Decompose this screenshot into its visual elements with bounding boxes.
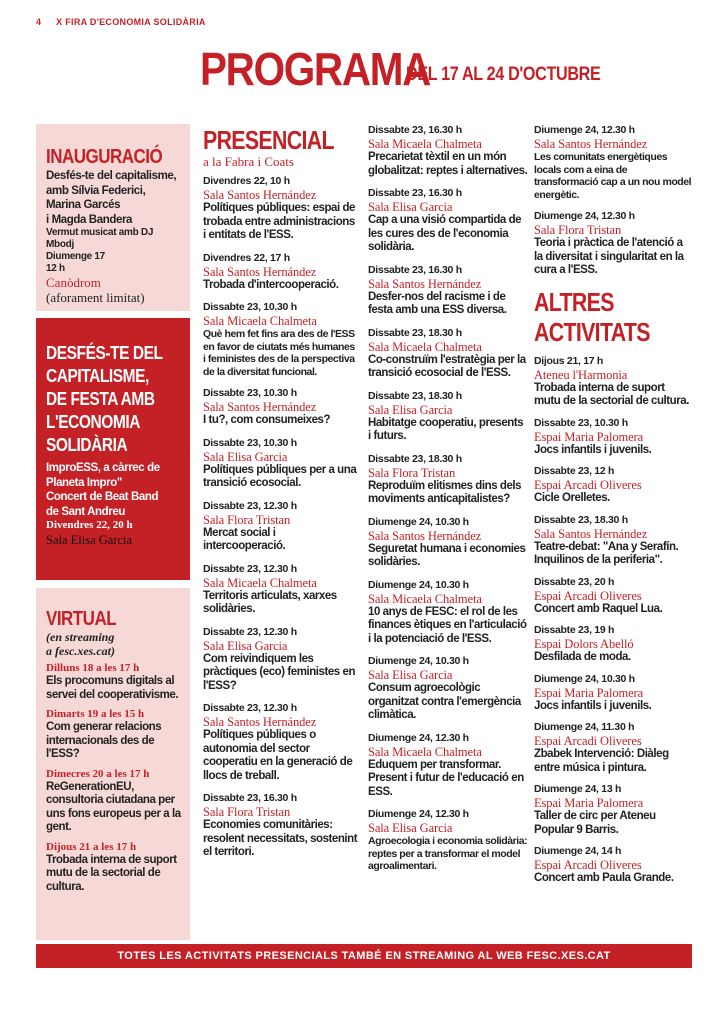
altres-item — [534, 417, 692, 458]
event-title: Teatre-debat: "Ana y Serafín. Inquilinos de la periferia". — [534, 540, 679, 566]
festa-title-line: DESFÉS-TE DEL — [46, 343, 163, 363]
event-date: Diumenge 24, 10.30 h — [368, 655, 469, 667]
presencial-title: PRESENCIAL — [203, 125, 334, 155]
event-date: Diumenge 24, 14 h — [534, 845, 622, 857]
event-date: Diumenge 24, 12.30 h — [368, 808, 469, 820]
event-date: Dissabte 23, 19 h — [534, 624, 615, 636]
altres-item — [534, 355, 692, 409]
inauguracio-title: INAUGURACIÓ — [46, 146, 163, 168]
event-venue: Sala Elisa Garcia — [368, 200, 453, 214]
altres-item — [534, 673, 692, 714]
event-venue: Sala Elisa Garcia — [203, 449, 288, 464]
event-venue: Espai Arcadi Oliveres — [534, 734, 642, 748]
event-title: Concert amb Paula Grande. — [534, 872, 674, 884]
event-item — [368, 655, 528, 723]
event-date: Dissabte 23, 12.30 h — [203, 499, 297, 512]
event-date: Dissabte 23, 18.30 h — [368, 389, 462, 402]
event-date: Divendres 22, 17 h — [203, 251, 290, 264]
event-title: Trobada interna de suport mutu de la sectorial de cultura. — [534, 381, 689, 407]
festa-desc-line: Planeta Impro" — [46, 476, 122, 489]
altres-item — [534, 624, 692, 665]
event-item — [368, 579, 528, 647]
event-venue: Espai Arcadi Oliveres — [534, 588, 642, 603]
event-venue: Sala Flora Tristan — [203, 805, 291, 819]
event-title: Com reivindiquem les pràctiques (eco) feministes en l'ESS? — [203, 652, 356, 692]
event-venue: Sala Santos Hernández — [534, 137, 648, 151]
event-venue: Sala Santos Hernández — [203, 715, 317, 729]
event-item — [368, 808, 528, 873]
virtual-box — [36, 588, 190, 940]
event-date: Dissabte 23, 12.30 h — [203, 702, 297, 714]
virtual-subtitle: (en streaming — [46, 630, 115, 644]
event-venue: Sala Elisa Garcia — [203, 638, 288, 653]
event-title: Habitatge cooperatiu, presents i futurs. — [368, 416, 524, 442]
virtual-item-date: Dimecres 20 a les 17 h — [46, 767, 150, 780]
festa-box — [36, 318, 190, 580]
event-item — [368, 732, 528, 800]
altres-title-line: ALTRES — [534, 286, 614, 317]
event-title: Cap a una visió compartida de les cures des de l'economia solidària. — [368, 214, 522, 253]
virtual-item — [46, 841, 182, 895]
event-date: Diumenge 24, 12.30 h — [368, 731, 469, 744]
event-item — [203, 563, 359, 617]
event-venue: Sala Flora Tristan — [368, 465, 456, 480]
virtual-link: a fesc.xes.cat) — [46, 644, 115, 658]
event-date: Dissabte 23, 20 h — [534, 575, 615, 588]
event-title: Desfilada de moda. — [534, 651, 631, 663]
running-title: X FIRA D'ECONOMIA SOLIDÀRIA — [56, 17, 206, 27]
festa-title — [46, 342, 163, 457]
event-venue: Sala Santos Hernández — [534, 526, 648, 541]
event-date: Diumenge 24, 12.30 h — [534, 210, 635, 222]
altres-activitats-title — [534, 287, 664, 347]
event-venue: Sala Flora Tristan — [534, 223, 622, 237]
event-item — [203, 792, 359, 860]
event-title: Trobada d'intercooperació. — [203, 278, 339, 291]
virtual-item-date: Dijous 21 a les 17 h — [46, 840, 137, 853]
inauguracio-time: 12 h — [46, 263, 65, 274]
event-venue: Espai Maria Palomera — [534, 796, 644, 810]
footer-text: TOTES LES ACTIVITATS PRESENCIALS TAMBÉ EN STREAMING AL WEB FESC.XES.CAT — [117, 950, 611, 962]
event-date: Diumenge 24, 12.30 h — [534, 124, 635, 136]
event-date: Dissabte 23, 10.30 h — [203, 436, 297, 449]
altres-item — [534, 721, 692, 775]
inauguracio-line: amb Sílvia Federici, — [46, 184, 146, 197]
virtual-item — [46, 662, 182, 702]
running-header — [36, 17, 206, 27]
event-item — [368, 390, 528, 444]
festa-date: Divendres 22, 20 h — [46, 519, 133, 531]
event-item — [203, 437, 359, 491]
event-title: Co-construïm l'estratègia per la transició ecosocial de l'ESS. — [368, 353, 526, 379]
event-venue: Espai Arcadi Oliveres — [534, 478, 642, 492]
event-date: Dissabte 23, 16.30 h — [368, 263, 462, 276]
festa-desc-line: Concert de Beat Band — [46, 491, 159, 503]
virtual-item-text: Trobada interna de suport mutu de la sectorial de cultura. — [46, 853, 177, 893]
event-date: Dissabte 23, 16.30 h — [203, 792, 297, 804]
altres-title-line: ACTIVITATS — [534, 316, 650, 347]
event-venue: Espai Dolors Abelló — [534, 637, 634, 651]
inauguracio-venue-note: (aforament limitat) — [46, 290, 145, 305]
event-venue: Sala Micaela Chalmeta — [203, 314, 317, 328]
virtual-item-text: Els procomuns digitals al servei del cooperativisme. — [46, 675, 179, 701]
festa-desc-line: ImproESS, a càrrec de — [46, 462, 160, 474]
event-date: Dissabte 23, 12.30 h — [203, 562, 297, 575]
event-date: Diumenge 24, 10.30 h — [368, 578, 469, 591]
event-date: Dissabte 23, 18.30 h — [368, 452, 462, 465]
event-venue: Sala Santos Hernández — [368, 276, 482, 291]
event-date: Divendres 22, 10 h — [203, 175, 290, 187]
presencial-column-3 — [534, 124, 692, 894]
page-title — [200, 42, 601, 96]
event-title: Seguretat humana i economies solidàries. — [368, 542, 526, 568]
event-title: Polítiques públiques per a una transició ecosocial. — [203, 463, 357, 489]
event-date: Diumenge 24, 13 h — [534, 783, 622, 795]
presencial-subtitle: a la Fabra i Coats — [203, 154, 294, 169]
page-title-main: PROGRAMA — [200, 43, 431, 95]
inauguracio-line: Marina Garcés — [46, 199, 121, 211]
event-item — [203, 702, 359, 783]
event-date: Dissabte 23, 12.30 h — [203, 625, 297, 638]
event-date: Dissabte 23, 10.30 h — [203, 387, 297, 399]
inauguracio-venue: Canòdrom — [46, 275, 101, 290]
event-date: Diumenge 24, 11.30 h — [534, 721, 635, 733]
event-title: Taller de circ per Ateneu Popular 9 Barris. — [534, 810, 656, 836]
event-title: Mercat social i intercooperació. — [203, 526, 286, 552]
event-venue: Sala Santos Hernández — [203, 400, 317, 414]
virtual-item-text: Com generar relacions internacionals des de l'ESS? — [46, 721, 162, 760]
event-venue: Sala Micaela Chalmeta — [368, 339, 482, 354]
event-title: Desfer-nos del racisme i de festa amb una ESS diversa. — [368, 290, 507, 316]
altres-item — [534, 576, 692, 617]
event-date: Dissabte 23, 10.30 h — [534, 416, 628, 429]
event-item — [368, 453, 528, 507]
virtual-item-date: Dimarts 19 a les 15 h — [46, 708, 145, 720]
event-title: Polítiques públiques o autonomia del sector cooperatiu en la generació de llocs de treball. — [203, 729, 353, 782]
event-venue: Espai Maria Palomera — [534, 685, 644, 700]
event-item — [203, 252, 359, 293]
event-venue: Ateneu l'Harmonia — [534, 367, 628, 382]
event-item — [368, 124, 528, 178]
festa-desc-line: de Sant Andreu — [46, 505, 125, 518]
inauguracio-line: Desfés-te del capitalisme, — [46, 170, 177, 182]
altres-item — [534, 845, 692, 886]
event-item — [534, 210, 692, 278]
event-item — [368, 187, 528, 255]
event-title: Jocs infantils i juvenils. — [534, 443, 652, 456]
event-item — [203, 175, 359, 243]
presencial-column-1 — [203, 126, 359, 869]
event-venue: Sala Santos Hernández — [368, 528, 482, 543]
event-venue: Sala Micaela Chalmeta — [368, 591, 482, 606]
event-title: Teoria i pràctica de l'atenció a la diversitat i singularitat en la cura a l'ESS. — [534, 237, 684, 276]
event-item — [203, 301, 359, 378]
virtual-title: VIRTUAL — [46, 608, 117, 630]
event-date: Dissabte 23, 18.30 h — [368, 326, 462, 339]
event-venue: Sala Flora Tristan — [203, 512, 291, 527]
event-item — [534, 124, 692, 201]
event-date: Dissabte 23, 16.30 h — [368, 124, 462, 136]
event-date: Dissabte 23, 16.30 h — [368, 187, 462, 199]
festa-venue: Sala Elisa Garcia — [46, 533, 133, 547]
virtual-item-text: ReGenerationEU, consultoria ciutadana per uns fons europeus per a la gent. — [46, 780, 181, 833]
event-item — [368, 327, 528, 381]
event-date: Dissabte 23, 12 h — [534, 465, 615, 477]
festa-title-line: SOLIDÀRIA — [46, 435, 128, 455]
footer-banner — [36, 944, 692, 968]
event-title: Jocs infantils i juvenils. — [534, 699, 652, 712]
festa-title-line: DE FESTA AMB — [46, 389, 155, 409]
event-venue: Sala Micaela Chalmeta — [368, 137, 482, 151]
event-title: I tu?, com consumeixes? — [203, 414, 331, 426]
event-venue: Sala Santos Hernández — [203, 264, 317, 279]
event-title: Zbabek Intervenció: Diàleg entre música i pintura. — [534, 748, 669, 774]
inauguracio-line: i Magda Bandera — [46, 213, 133, 226]
event-venue: Sala Elisa Garcia — [368, 668, 453, 682]
event-venue: Sala Elisa Garcia — [368, 402, 453, 417]
event-title: Territoris articulats, xarxes solidàries. — [203, 589, 337, 615]
event-item — [203, 500, 359, 554]
page-title-dates: DEL 17 AL 24 D'OCTUBRE — [406, 64, 601, 85]
event-title: Cicle Orelletes. — [534, 492, 610, 504]
event-venue: Espai Maria Palomera — [534, 429, 644, 444]
event-item — [368, 516, 528, 570]
event-item — [203, 626, 359, 694]
page-number: 4 — [36, 17, 42, 27]
altres-item — [534, 783, 692, 837]
event-title: Què hem fet fins ara des de l'ESS en favor de ciutats més humanes i feministes des de la perspectiva de la diversitat funcional. — [203, 328, 355, 378]
presencial-column-2 — [368, 124, 528, 882]
event-date: Diumenge 24, 10.30 h — [534, 672, 635, 685]
event-venue: Espai Arcadi Oliveres — [534, 858, 642, 872]
inauguracio-box — [36, 124, 190, 311]
event-venue: Sala Santos Hernández — [203, 188, 317, 202]
event-venue: Sala Micaela Chalmeta — [203, 575, 317, 590]
event-item — [203, 387, 359, 428]
event-item — [368, 264, 528, 318]
altres-item — [534, 514, 692, 568]
event-title: Eduquem per transformar. Present i futur de l'educació en ESS. — [368, 758, 524, 798]
event-title: Agroecologia i economia solidària: reptes per a transformar el model agroalimentari. — [368, 835, 528, 872]
event-venue: Sala Elisa Garcia — [368, 821, 453, 835]
event-title: Reproduïm elitismes dins dels moviments anticapitalistes? — [368, 479, 522, 505]
event-title: Polítiques públiques: espai de trobada entre administracions i entitats de l'ESS. — [203, 202, 355, 241]
inauguracio-date: Diumenge 17 — [46, 251, 105, 262]
event-title: Consum agroecològic organitzat contra l'emergència climàtica. — [368, 682, 521, 721]
event-date: Dijous 21, 17 h — [534, 354, 604, 367]
event-date: Dissabte 23, 18.30 h — [534, 513, 628, 526]
virtual-item — [46, 768, 182, 835]
virtual-item — [46, 708, 182, 762]
festa-title-line: L'ECONOMIA — [46, 412, 140, 432]
event-title: 10 anys de FESC: el rol de les finances ètiques en l'articulació i la potenciació de l'ESS. — [368, 605, 527, 645]
festa-title-line: CAPITALISME, — [46, 366, 149, 386]
event-date: Diumenge 24, 10.30 h — [368, 515, 469, 528]
virtual-item-date: Dilluns 18 a les 17 h — [46, 662, 140, 674]
event-venue: Sala Micaela Chalmeta — [368, 744, 482, 759]
altres-item — [534, 465, 692, 506]
event-date: Dissabte 23, 10.30 h — [203, 301, 297, 313]
event-title: Concert amb Raquel Lua. — [534, 602, 663, 615]
event-title: Les comunitats energètiques locals com a eina de transformació cap a un nou model energètic. — [534, 151, 692, 201]
event-title: Precarietat tèxtil en un món globalitzat: reptes i alternatives. — [368, 151, 528, 177]
event-title: Economies comunitàries: resolent necessitats, sostenint el territori. — [203, 819, 358, 858]
inauguracio-note: Vermut musicat amb DJ Mbodj — [46, 227, 154, 250]
